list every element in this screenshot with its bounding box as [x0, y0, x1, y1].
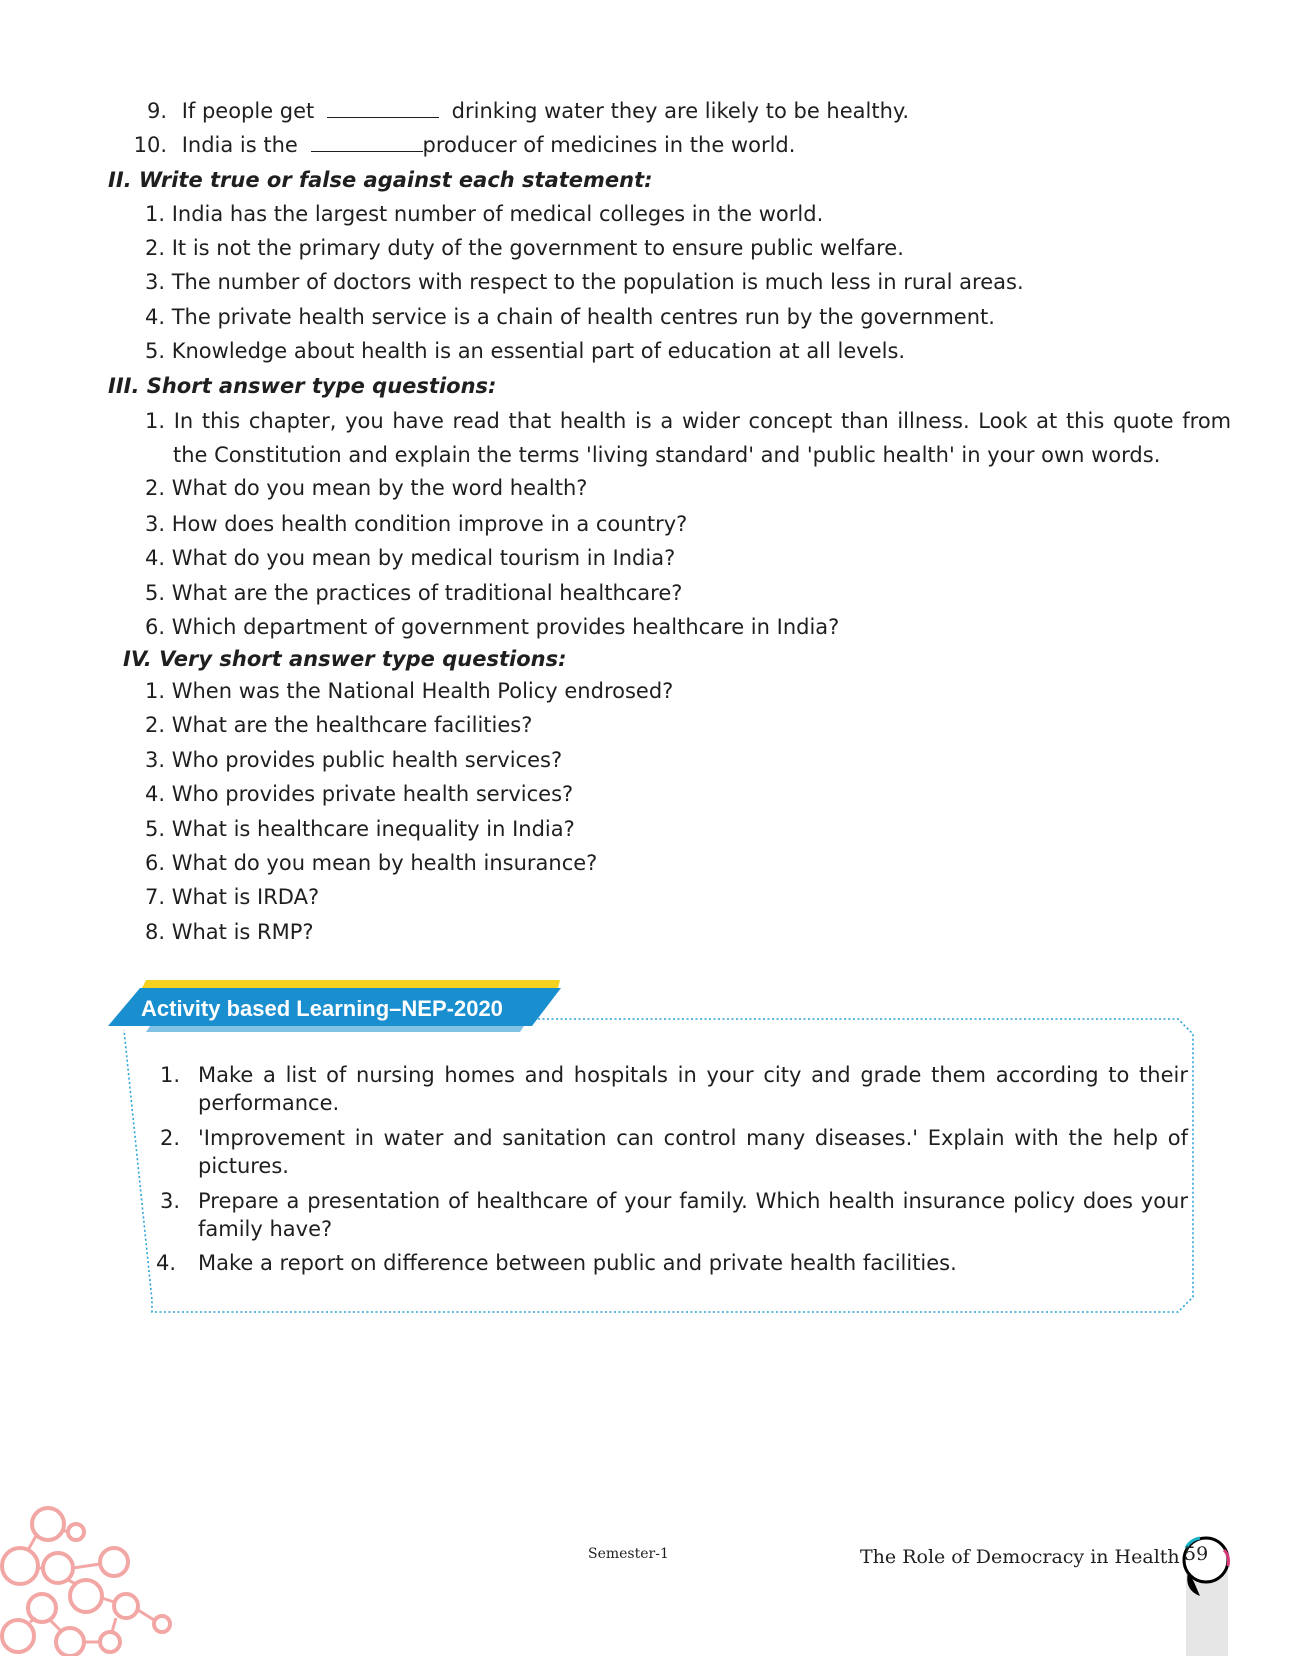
item-number: 10. — [133, 133, 167, 157]
list-item: 4. Who provides private health services? — [145, 782, 574, 806]
item-text: Prepare a presentation of healthcare of your family. Which health insurance policy does your family have? — [198, 1189, 1188, 1241]
list-item: 2. What do you mean by the word health? — [145, 476, 588, 500]
list-item: 1. India has the largest number of medical colleges in the world. — [145, 202, 824, 226]
list-item-continuation: the Constitution and explain the terms 'living standard' and 'public health' in your own words. — [173, 443, 1161, 467]
list-item: 8. What is RMP? — [145, 920, 314, 944]
list-item: 3. The number of doctors with respect to the population is much less in rural areas. — [145, 270, 1024, 294]
item-number: 3. — [160, 1189, 181, 1213]
section-heading-short-answer: III. Short answer type questions: — [108, 374, 497, 398]
activity-banner-title: Activity based Learning–NEP-2020 — [141, 996, 503, 1021]
item-text-before: India is the — [181, 133, 298, 157]
item-number: 4. — [156, 1251, 177, 1275]
list-item: 4. What do you mean by medical tourism in India? — [145, 546, 676, 570]
banner-blue-tail — [146, 1026, 524, 1032]
footer-semester: Semester-1 — [588, 1546, 669, 1562]
list-item: 5. What is healthcare inequality in India? — [145, 817, 575, 841]
list-item: 6. Which department of government provides healthcare in India? — [145, 615, 840, 639]
item-number: 2. — [160, 1126, 181, 1150]
item-text: 'Improvement in water and sanitation can control many diseases.' Explain with the help of pictures. — [198, 1126, 1188, 1178]
list-item: 1. In this chapter, you have read that health is a wider concept than illness. Look at this quote from — [145, 409, 1232, 433]
list-item: 2. What are the healthcare facilities? — [145, 713, 533, 737]
item-text-before: If people get — [181, 99, 315, 123]
molecule-decoration-icon — [0, 1496, 200, 1656]
list-item: 6. What do you mean by health insurance? — [145, 851, 598, 875]
list-item: 3. How does health condition improve in a country? — [145, 512, 688, 536]
list-item: 2. It is not the primary duty of the government to ensure public welfare. — [145, 236, 904, 260]
page-number: 59 — [1184, 1543, 1209, 1565]
list-item: 5. Knowledge about health is an essential part of education at all levels. — [145, 339, 906, 363]
item-text: Make a list of nursing homes and hospitals in your city and grade them according to their performance. — [198, 1063, 1188, 1115]
section-heading-true-false: II. Write true or false against each statement: — [108, 168, 653, 192]
list-item: 7. What is IRDA? — [145, 885, 320, 909]
list-item: 1. When was the National Health Policy endrosed? — [145, 679, 674, 703]
banner-yellow-stripe — [142, 980, 560, 988]
section-heading-very-short-answer: IV. Very short answer type questions: — [123, 647, 567, 671]
list-item: 4. The private health service is a chain of health centres run by the government. — [145, 305, 995, 329]
item-text: Make a report on difference between public and private health facilities. — [198, 1251, 957, 1275]
item-number: 9. — [146, 99, 167, 123]
footer-chapter-title: The Role of Democracy in Health — [860, 1546, 1180, 1568]
item-text-after: drinking water they are likely to be healthy. — [451, 99, 910, 123]
list-item: 5. What are the practices of traditional healthcare? — [145, 581, 683, 605]
list-item: 3. Who provides public health services? — [145, 748, 563, 772]
item-text-after: producer of medicines in the world. — [422, 133, 796, 157]
item-number: 1. — [160, 1063, 181, 1087]
